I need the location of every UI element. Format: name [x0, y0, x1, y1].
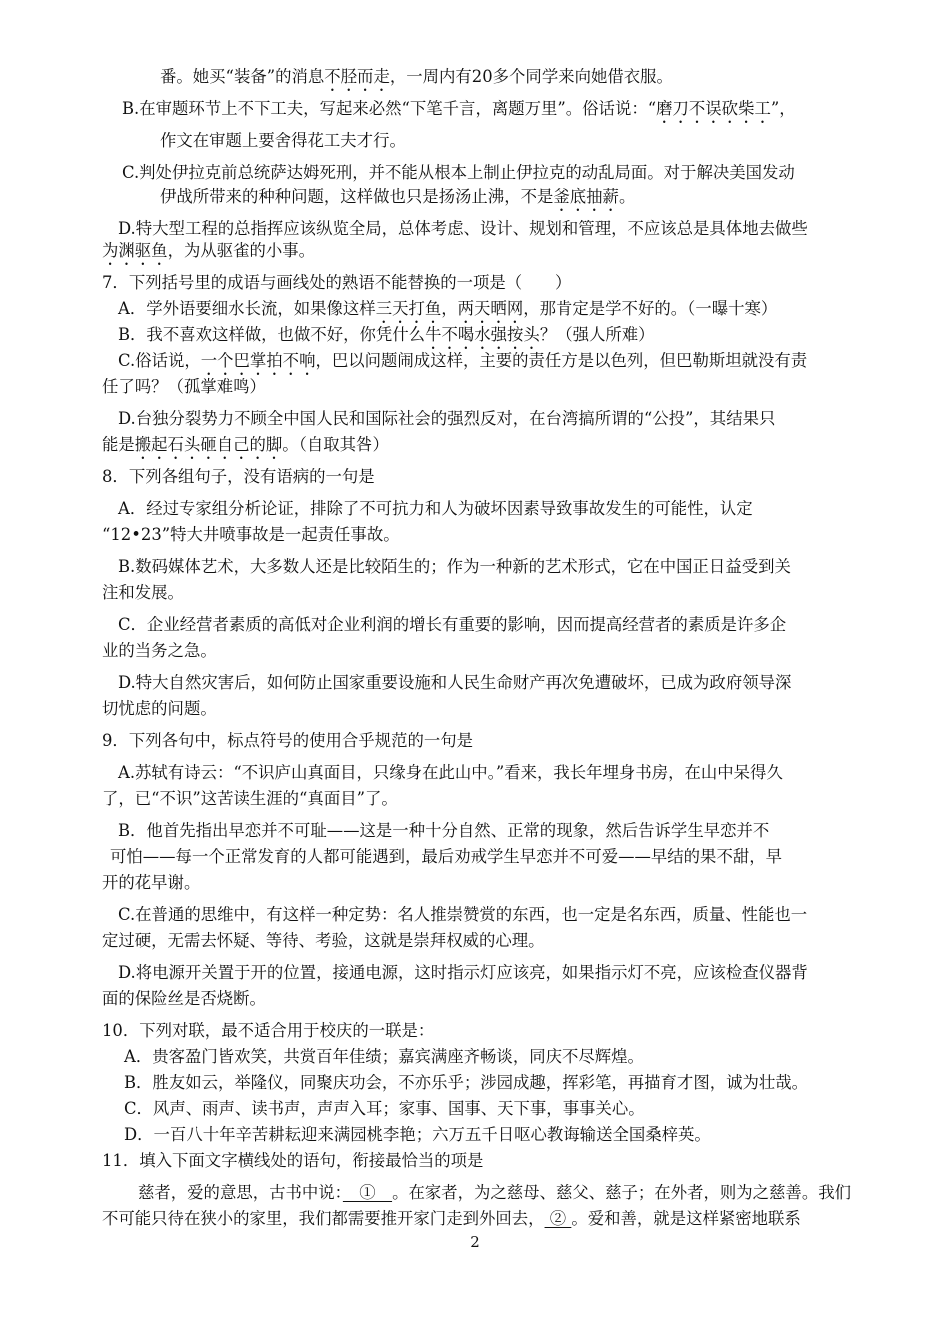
- emphasized-phrase: 不胫而走: [324, 67, 390, 86]
- text-segment: D.台独分裂势力不顾全中国人民和国际社会的强烈反对，在台湾搞所谓的“公投”，其结果只: [118, 409, 776, 428]
- text-line: [102, 524, 400, 546]
- text-segment: 。（自取其咎）: [282, 435, 389, 454]
- text-segment: A．经过专家组分析论证，排除了不可抗力和人为破坏因素导致事故发生的可能性，认定: [118, 499, 753, 518]
- text-line: [102, 788, 398, 810]
- text-segment: A．学外语要细水长流，如果像这样: [118, 299, 376, 318]
- text-line: [102, 240, 315, 269]
- text-segment: 业的当务之急。: [102, 641, 217, 660]
- text-segment: 切忧虑的问题。: [102, 699, 217, 718]
- text-line: [138, 1182, 851, 1204]
- text-line: [118, 408, 775, 430]
- text-line: [102, 930, 545, 952]
- text-segment: B.在审题环节上不下工夫，写起来必然“下笔千言，离题万里”。俗话说：“: [122, 99, 657, 118]
- text-line: [118, 298, 777, 327]
- text-segment: 定过硬，无需去怀疑、等待、考验，这就是崇拜权威的心理。: [102, 931, 545, 950]
- text-segment: ，那肯定是学不好的。（一曝十寒）: [523, 299, 778, 318]
- text-line: [118, 614, 786, 636]
- text-line: [102, 1208, 801, 1230]
- text-line: [160, 66, 673, 95]
- text-line: [118, 904, 807, 926]
- text-line: [118, 762, 783, 784]
- text-segment: 慈者，爱的意思，古书中说：: [138, 1183, 343, 1202]
- emphasized-phrase: 磨刀不误砍柴工: [656, 99, 771, 118]
- text-segment: A．贵客盈门皆欢笑，共赏百年佳绩；嘉宾满座齐畅谈，同庆不尽辉煌。: [124, 1047, 644, 1066]
- text-segment: A.苏轼有诗云：“不识庐山真面目，只缘身在此山中。”看来，我长年埋身书房，在山中呆得久: [118, 763, 783, 782]
- text-segment: 可怕——每一个正常发育的人都可能遇到，最后劝戒学生早恋并不可爱——早结的果不甜，早: [110, 847, 783, 866]
- text-segment: C．企业经营者素质的高低对企业利润的增长有重要的影响，因而提高经营者的素质是许多企: [118, 615, 787, 634]
- text-segment: 面的保险丝是否烧断。: [102, 989, 266, 1008]
- text-line: [102, 582, 184, 604]
- text-segment: ，一周内有20多个同学来向她借衣服。: [389, 67, 673, 86]
- text-line: [102, 988, 266, 1010]
- text-line: [102, 872, 200, 894]
- text-line: [124, 1046, 644, 1068]
- text-segment: D.将电源开关置于开的位置，接通电源，这时指示灯应该亮，如果指示灯不亮，应该检查仪器背: [118, 963, 808, 982]
- blank-placeholder: ①: [342, 1183, 393, 1202]
- text-segment: ？（强人所难）: [539, 325, 655, 344]
- text-line: [118, 350, 807, 379]
- text-segment: 。在家者，为之慈母、慈父、慈子；在外者，则为之慈善。我们: [392, 1183, 851, 1202]
- emphasized-phrase: 搬起石头砸自己的脚: [134, 435, 283, 454]
- emphasized-phrase: 釜底抽薪: [553, 187, 619, 206]
- text-line: [102, 466, 375, 488]
- emphasized-phrase: 牛不喝水强按头: [425, 325, 540, 344]
- text-line: [124, 1098, 645, 1120]
- text-segment: 作文在审题上要舍得花工夫才行。: [160, 131, 406, 150]
- text-line: [160, 130, 406, 152]
- text-segment: C.在普通的思维中，有这样一种定势：名人推崇赞赏的东西，也一定是名东西，质量、性能也一: [118, 905, 808, 924]
- text-segment: 8．下列各组句子，没有语病的一句是: [102, 467, 375, 486]
- text-segment: 注和发展。: [102, 583, 184, 602]
- text-segment: C.判处伊拉克前总统萨达姆死刑，并不能从根本上制止伊拉克的动乱局面。对于解决美国发动: [122, 163, 795, 182]
- page-number: 2: [470, 1233, 480, 1251]
- text-segment: 11．填入下面文字横线处的语句，衔接最恰当的项是: [102, 1151, 484, 1170]
- text-line: [118, 498, 753, 520]
- text-segment: 开的花早谢。: [102, 873, 201, 892]
- text-segment: 10．下列对联，最不适合用于校庆的一联是：: [102, 1021, 435, 1040]
- text-line: [102, 1020, 434, 1042]
- text-line: [102, 730, 473, 752]
- emphasized-phrase: 一个巴掌拍不响: [200, 351, 316, 370]
- text-line: [160, 186, 635, 215]
- text-segment: 番。她买“装备”的消息: [160, 67, 325, 86]
- text-segment: ，为从驱雀的小事。: [167, 241, 316, 260]
- text-line: [124, 1072, 808, 1094]
- text-segment: 任了吗？（孤掌难鸣）: [102, 377, 266, 396]
- text-segment: D．一百八十年辛苦耕耘迎来满园桃李艳；六万五千日呕心教诲输送全国桑梓英。: [124, 1125, 711, 1144]
- text-segment: 。: [618, 187, 636, 206]
- text-line: [118, 672, 791, 694]
- text-segment: B．他首先指出早恋并不可耻——这是一种十分自然、正常的现象，然后告诉学生早恋并不: [118, 821, 770, 840]
- text-segment: D.特大自然灾害后，如何防止国家重要设施和人民生命财产再次免遭破坏，已成为政府领导深: [118, 673, 792, 692]
- text-segment: 能是: [102, 435, 135, 454]
- text-segment: ”，: [770, 99, 796, 118]
- text-segment: 了，已“不识”这苦读生涯的“真面目”了。: [102, 789, 398, 808]
- text-line: [118, 556, 791, 578]
- text-segment: B．我不喜欢这样做，也做不好，你凭什么: [118, 325, 426, 344]
- text-segment: B.数码媒体艺术，大多数人还是比较陌生的；作为一种新的艺术形式，它在中国正日益受到关: [118, 557, 791, 576]
- text-segment: 伊战所带来的种种问题，这样做也只是扬汤止沸，不是: [160, 187, 554, 206]
- text-line: [102, 640, 217, 662]
- text-line: [118, 820, 769, 842]
- text-line: [118, 218, 808, 240]
- text-line: [102, 376, 266, 398]
- text-line: [118, 962, 808, 984]
- text-segment: 9．下列各句中，标点符号的使用合乎规范的一句是: [102, 731, 474, 750]
- text-line: [102, 272, 571, 294]
- emphasized-phrase: 为渊驱鱼: [102, 241, 168, 260]
- text-segment: 。爱和善，就是这样紧密地联系: [571, 1209, 801, 1228]
- text-segment: D.特大型工程的总指挥应该纵览全局，总体考虑、设计、规划和管理，不应该总是具体地去做些: [118, 219, 808, 238]
- text-line: [110, 846, 782, 868]
- emphasized-phrase: 三天打鱼，两天晒网: [375, 299, 524, 318]
- text-line: [124, 1124, 711, 1146]
- text-line: [122, 98, 796, 127]
- text-segment: C.俗话说，: [118, 351, 201, 370]
- text-segment: 7．下列括号里的成语与画线处的熟语不能替换的一项是（ ）: [102, 273, 572, 292]
- text-line: [102, 434, 389, 463]
- text-segment: ，巴以问题闹成这样，主要的责任方是以色列，但巴勒斯坦就没有责: [315, 351, 808, 370]
- text-segment: “12•23”特大井喷事故是一起责任事故。: [102, 525, 400, 544]
- text-line: [102, 698, 217, 720]
- text-line: [122, 162, 795, 184]
- blank-placeholder: ②: [544, 1209, 572, 1228]
- text-line: [102, 1150, 483, 1172]
- text-line: [118, 324, 655, 353]
- text-segment: 不可能只待在狭小的家里，我们都需要推开家门走到外回去，: [102, 1209, 545, 1228]
- text-segment: B．胜友如云，举隆仪，同聚庆功会，不亦乐乎；涉园成趣，挥彩笔，再描育才图，诚为壮哉。: [124, 1073, 809, 1092]
- text-segment: C．风声、雨声、读书声，声声入耳；家事、国事、天下事，事事关心。: [124, 1099, 645, 1118]
